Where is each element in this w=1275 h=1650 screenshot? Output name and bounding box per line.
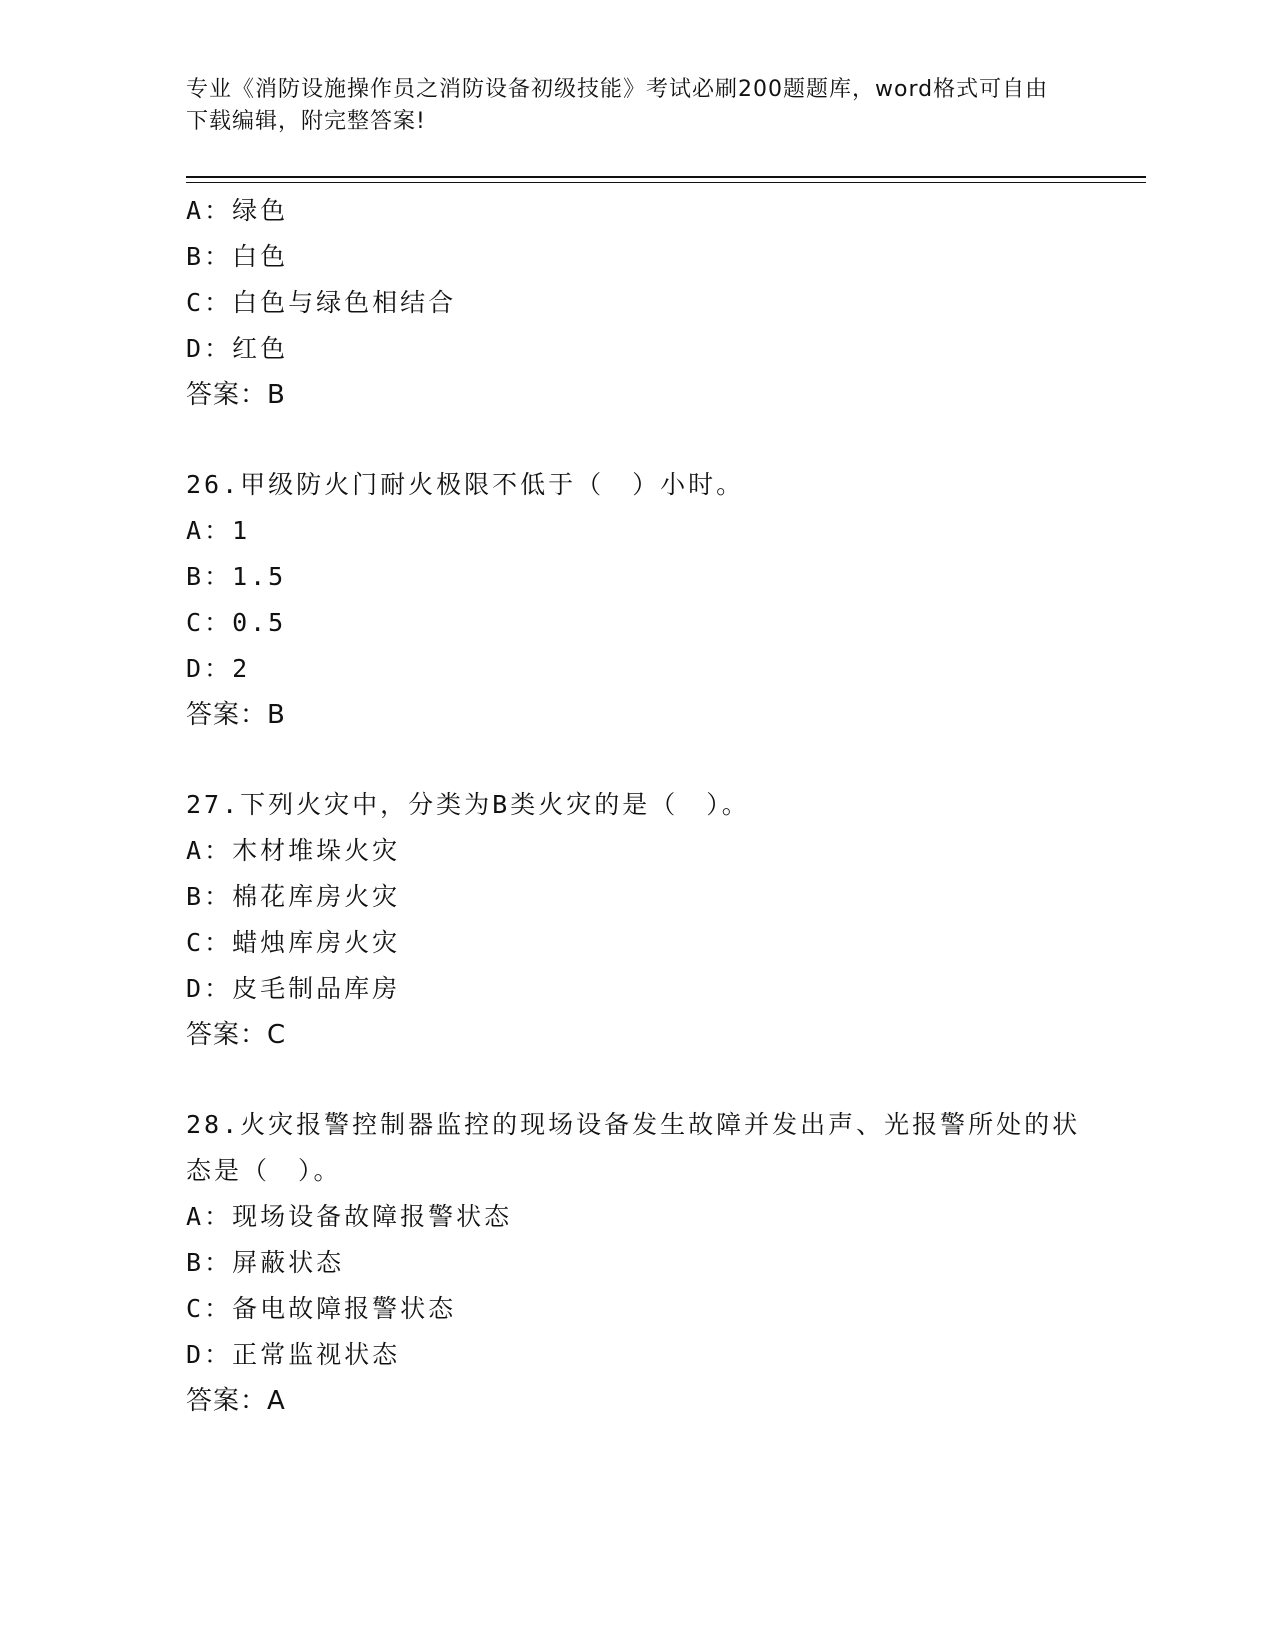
question-27 (186, 782, 1126, 1058)
header-rule-thick (186, 176, 1146, 178)
option-a: A：绿色 (186, 196, 289, 225)
document-header (186, 74, 1066, 138)
question-28 (186, 1102, 1126, 1424)
option-a: A：木材堆垛火灾 (186, 836, 401, 865)
option-b: B：白色 (186, 242, 289, 271)
option-b: B：屏蔽状态 (186, 1248, 345, 1277)
option-a: A：现场设备故障报警状态 (186, 1202, 513, 1231)
option-c: C：白色与绿色相结合 (186, 288, 457, 317)
question-stem: 28.火灾报警控制器监控的现场设备发生故障并发出声、光报警所处的状态是（ ）。 (186, 1110, 1081, 1185)
header-rule-thin (186, 182, 1146, 183)
header-title: 专业《消防设施操作员之消防设备初级技能》考试必刷200题题库，word格式可自由下载编辑，附完整答案! (186, 77, 1049, 134)
option-c: C：蜡烛库房火灾 (186, 928, 401, 957)
option-c: C：备电故障报警状态 (186, 1294, 457, 1323)
option-d: D：皮毛制品库房 (186, 974, 401, 1003)
question-25-continued (186, 188, 1126, 418)
option-b: B：1.5 (186, 562, 287, 591)
option-d: D：红色 (186, 334, 289, 363)
option-b: B：棉花库房火灾 (186, 882, 401, 911)
question-stem: 26.甲级防火门耐火极限不低于（ ）小时。 (186, 470, 745, 499)
option-d: D：2 (186, 654, 251, 683)
answer-line: 答案：B (186, 380, 286, 410)
option-c: C：0.5 (186, 608, 287, 637)
answer-line: 答案：C (186, 1020, 287, 1050)
option-d: D：正常监视状态 (186, 1340, 401, 1369)
question-26 (186, 462, 1126, 738)
option-a: A：1 (186, 516, 251, 545)
question-stem: 27.下列火灾中，分类为B类火灾的是（ ）。 (186, 790, 750, 819)
answer-line: 答案：A (186, 1386, 286, 1416)
answer-line: 答案：B (186, 700, 286, 730)
question-content (186, 188, 1126, 1424)
